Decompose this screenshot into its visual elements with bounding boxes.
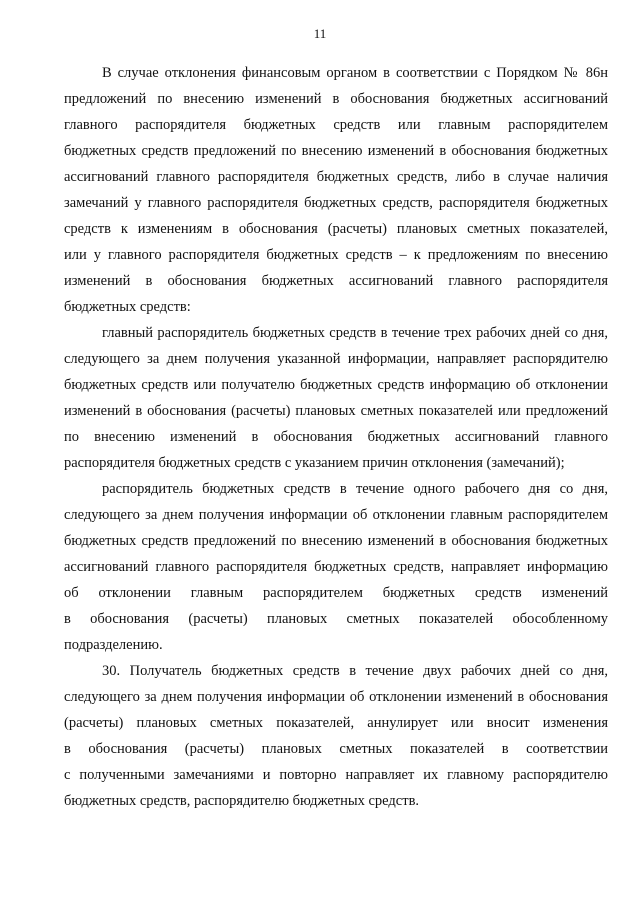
text-line: средств к изменениям в обоснования (расчеты) плановых сметных показателей, (64, 221, 608, 237)
text-line: бюджетных средств предложений по внесению изменений в обоснования бюджетных (64, 533, 608, 549)
paragraph-chief-manager (64, 320, 608, 476)
text-line: бюджетных средств, распорядителю бюджетных средств. (64, 793, 420, 809)
text-line: предложений по внесению изменений в обоснования бюджетных ассигнований (64, 91, 608, 107)
text-line: бюджетных средств или получателю бюджетных средств информацию об отклонении (64, 377, 608, 393)
text-line: главный распорядитель бюджетных средств в течение трех рабочих дней со дня, (102, 325, 608, 341)
text-line: ассигнований главного распорядителя бюджетных средств, либо в случае наличия (64, 169, 608, 185)
paragraph-item-30 (64, 658, 608, 814)
page-number: 11 (313, 26, 327, 41)
text-line: следующего за днем получения указанной информации, направляет распорядителю (64, 351, 608, 367)
text-line: ассигнований главного распорядителя бюджетных средств, направляет информацию (64, 559, 608, 575)
text-line: или у главного распорядителя бюджетных средств – к предложениям по внесению (64, 247, 608, 263)
paragraph-deviation-case (64, 60, 608, 320)
text-line: в обоснования (расчеты) плановых сметных показателей обособленному (64, 611, 608, 627)
text-line: главного распорядителя бюджетных средств или главным распорядителем (64, 117, 608, 133)
text-line: в обоснования (расчеты) плановых сметных показателей в соответствии (64, 741, 608, 757)
text-line: изменений в обоснования (расчеты) плановых сметных показателей или предложений (64, 403, 608, 419)
text-line: распорядителя бюджетных средств с указанием причин отклонения (замечаний); (64, 455, 565, 471)
text-line: В случае отклонения финансовым органом в соответствии с Порядком № 86н (102, 65, 608, 81)
text-line: распорядитель бюджетных средств в течение одного рабочего дня со дня, (102, 481, 608, 497)
text-line: следующего за днем получения информации об отклонении главным распорядителем (64, 507, 608, 523)
text-line: (расчеты) плановых сметных показателей, аннулирует или вносит изменения (64, 715, 608, 731)
paragraph-budget-manager (64, 476, 608, 658)
text-line: 30. Получатель бюджетных средств в течение двух рабочих дней со дня, (102, 663, 608, 679)
text-line: бюджетных средств предложений по внесению изменений в обоснования бюджетных (64, 143, 608, 159)
text-line: с полученными замечаниями и повторно направляет их главному распорядителю (64, 767, 608, 783)
document-body (64, 60, 608, 814)
text-line: изменений в обоснования бюджетных ассигнований главного распорядителя (64, 273, 608, 289)
text-line: по внесению изменений в обоснования бюджетных ассигнований главного (64, 429, 608, 445)
text-line: замечаний у главного распорядителя бюджетных средств, распорядителя бюджетных (64, 195, 608, 211)
text-line: следующего за днем получения информации об отклонении изменений в обоснования (64, 689, 608, 705)
text-line: подразделению. (64, 637, 163, 653)
text-line: бюджетных средств: (64, 299, 191, 315)
text-line: об отклонении главным распорядителем бюджетных средств изменений (64, 585, 608, 601)
